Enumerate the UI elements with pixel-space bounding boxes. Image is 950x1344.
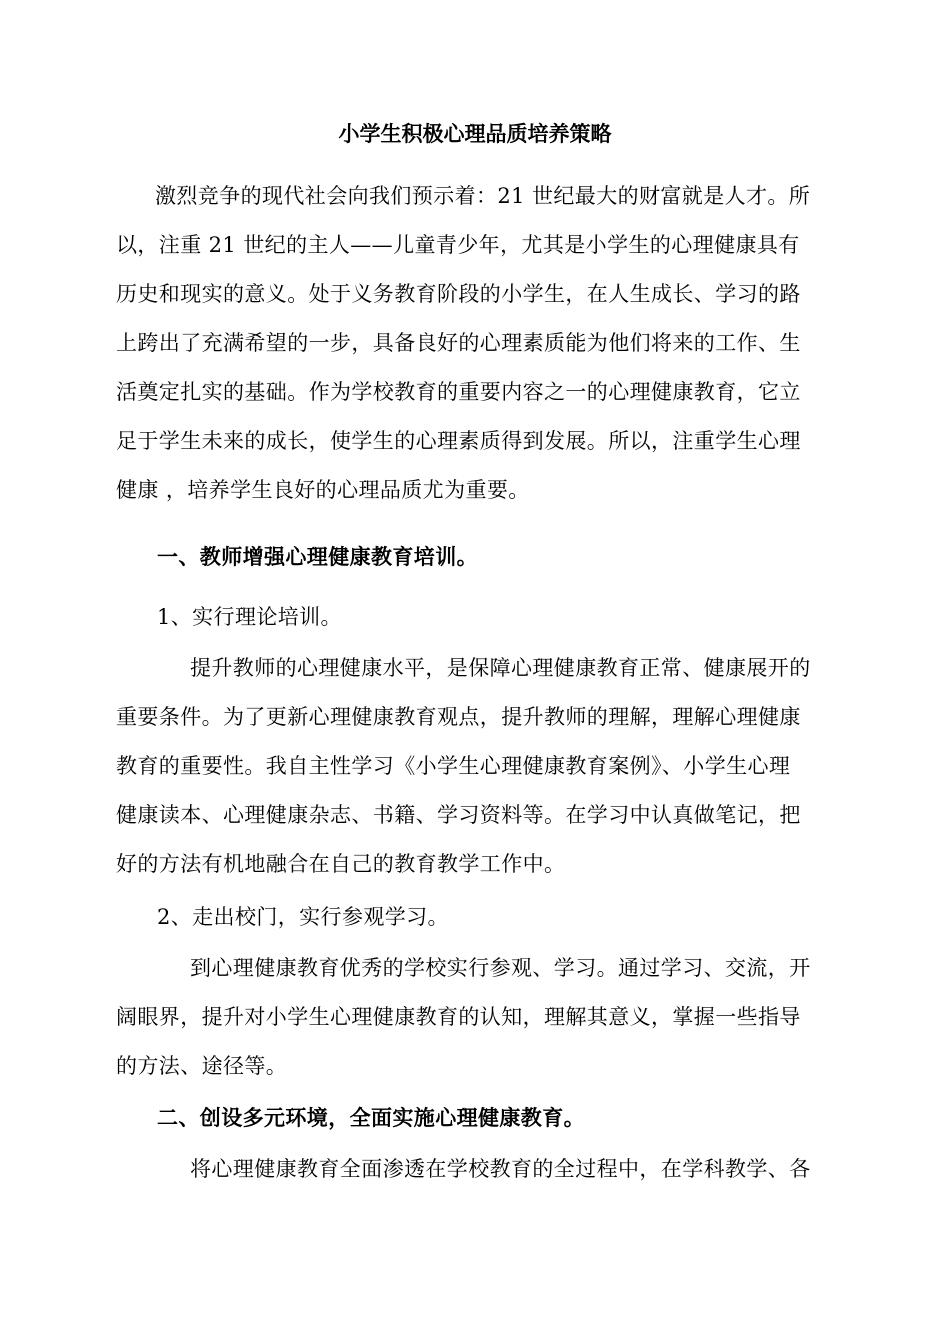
subheading-1: 1、实行理论培训。 (157, 605, 342, 629)
intro-line-6: 足于学生未来的成长，使学生的心理素质得到发展。所以，注重学生心理 (116, 429, 801, 453)
intro-line-7: 健康 ，培养学生良好的心理品质尤为重要。 (116, 478, 530, 502)
paragraph-1-line-5: 好的方法有机地融合在自己的教育教学工作中。 (116, 852, 566, 876)
intro-line-1: 激烈竞争的现代社会向我们预示着：21 世纪最大的财富就是人才。所 (155, 184, 811, 208)
intro-line-5: 活奠定扎实的基础。作为学校教育的重要内容之一的心理健康教育，它立 (116, 380, 801, 404)
document-title: 小学生积极心理品质培养策略 (338, 121, 612, 146)
paragraph-2-line-2: 阔眼界，提升对小学生心理健康教育的认知，理解其意义，掌握一些指导 (116, 1005, 801, 1029)
section-heading-2: 二、创设多元环境，全面实施心理健康教育。 (157, 1105, 585, 1130)
intro-line-2: 以，注重 21 世纪的主人——儿童青少年，尤其是小学生的心理健康具有 (116, 233, 800, 257)
paragraph-1-line-4: 健康读本、心理健康杂志、书籍、学习资料等。在学习中认真做笔记，把 (116, 803, 801, 827)
paragraph-2-line-1: 到心理健康教育优秀的学校实行参观、学习。通过学习、交流，开 (190, 956, 811, 980)
subheading-2: 2、走出校门，实行参观学习。 (157, 905, 449, 929)
paragraph-1-line-3: 教育的重要性。我自主性学习《小学生心理健康教育案例》、小学生心理 (116, 754, 791, 778)
paragraph-3-line-1: 将心理健康教育全面渗透在学校教育的全过程中，在学科教学、各 (190, 1157, 811, 1181)
paragraph-1-line-2: 重要条件。为了更新心理健康教育观点，提升教师的理解，理解心理健康 (116, 705, 801, 729)
intro-line-3: 历史和现实的意义。处于义务教育阶段的小学生，在人生成长、学习的路 (116, 282, 801, 306)
section-heading-1: 一、教师增强心理健康教育培训。 (157, 544, 478, 569)
paragraph-1-line-1: 提升教师的心理健康水平，是保障心理健康教育正常、健康展开的 (190, 656, 811, 680)
paragraph-2-line-3: 的方法、途径等。 (116, 1054, 288, 1078)
intro-line-4: 上跨出了充满希望的一步，具备良好的心理素质能为他们将来的工作、生 (116, 331, 801, 355)
